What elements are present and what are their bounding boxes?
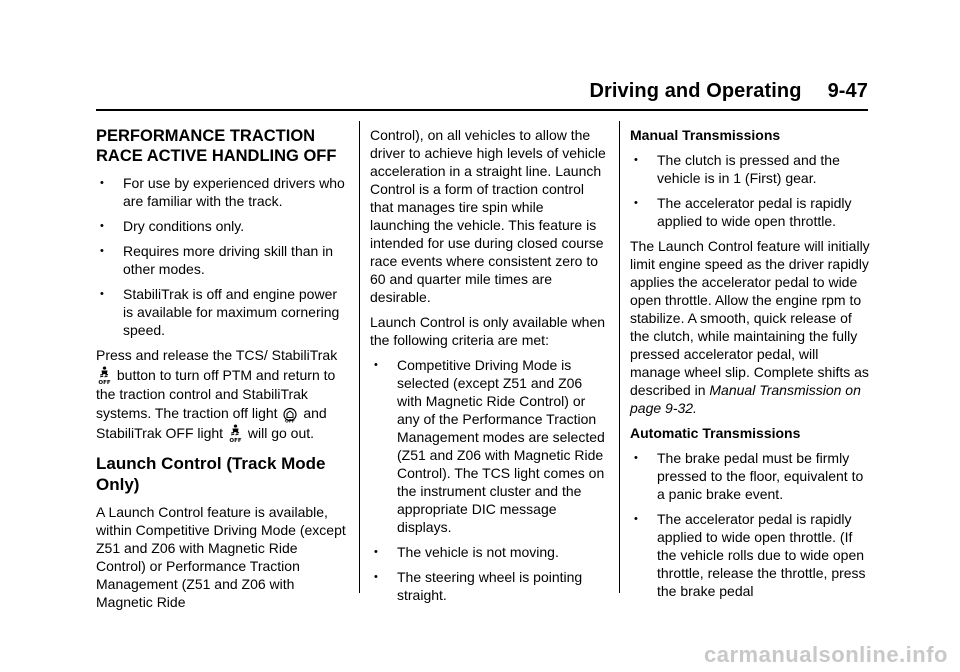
- list-item: • For use by experienced drivers who are familiar with the track.: [96, 174, 350, 210]
- launch-behavior-paragraph: [630, 237, 870, 417]
- list-item: • The steering wheel is pointing straight.: [370, 568, 606, 604]
- list-item: • The brake pedal must be firmly pressed to the floor, equivalent to a panic brake event.: [630, 449, 870, 503]
- list-item: • Dry conditions only.: [96, 217, 350, 235]
- list-item: • The vehicle is not moving.: [370, 543, 606, 561]
- traction-off-icon: [283, 407, 297, 423]
- launch-control-heading: Launch Control (Track Mode Only): [96, 454, 326, 494]
- criteria-intro: Launch Control is only available when the following criteria are met:: [370, 314, 606, 348]
- automatic-list: [630, 449, 870, 600]
- criteria-list: [370, 356, 606, 604]
- list-item: • StabiliTrak is off and engine power is available for maximum cornering speed.: [96, 285, 350, 339]
- column-2: [370, 126, 606, 611]
- launch-behavior-text: The Launch Control feature will initially limit engine speed as the driver rapidly applies the accelerator pedal to wide open throttle. Allow the engine rpm to stabilize. A smooth, quick release of the clutch, while maintaining the fully pressed accelerator pedal, will manage wheel slip. Complete shifts as described in: [630, 238, 870, 398]
- launch-control-paragraph: A Launch Control feature is available, within Competitive Driving Mode (except Z51 and Z06 with Magnetic Ride Control) or Performance Traction Management (Z51 and Z06 with Magnetic Ride: [96, 504, 346, 610]
- tcs-text-d: will go out.: [247, 425, 315, 441]
- manual-transmissions-label: Manual Transmissions: [630, 127, 781, 143]
- tcs-text-c: and StabiliTrak OFF light: [96, 405, 327, 441]
- watermark: carmanualsonline.info: [704, 642, 948, 667]
- section-title: Driving and Operating: [589, 80, 802, 102]
- column-divider-2: [619, 121, 620, 593]
- column-1: [96, 126, 350, 618]
- tcs-paragraph: [96, 346, 350, 443]
- tcs-text-b: button to turn off PTM and return to the traction control and StabiliTrak systems. The traction off light: [96, 367, 336, 421]
- bullet-list-1: [96, 174, 350, 339]
- section-heading: PERFORMANCE TRACTION RACE ACTIVE HANDLING OFF: [96, 127, 337, 165]
- list-item: • The accelerator pedal is rapidly applied to wide open throttle.: [630, 194, 870, 230]
- stabilitrak-off-icon: [229, 423, 242, 443]
- svg-text:OFF: OFF: [98, 380, 111, 385]
- column-3: [630, 126, 870, 607]
- list-item: • The accelerator pedal is rapidly applied to wide open throttle. (If the vehicle rolls due to wide open throttle, release the throttle, press the brake pedal: [630, 510, 870, 600]
- svg-text:OFF: OFF: [285, 419, 296, 423]
- list-item: • Competitive Driving Mode is selected (except Z51 and Z06 with Magnetic Ride Control) or any of the Performance Traction Management modes are selected (Z51 and Z06 with Magnetic Ride Control). The TCS light comes on the instrument cluster and the appropriate DIC message displays.: [370, 356, 606, 536]
- stabilitrak-off-icon: [98, 365, 111, 385]
- svg-text:OFF: OFF: [229, 438, 242, 443]
- page-header: [589, 80, 868, 103]
- tcs-text-a: Press and release the TCS/ StabiliTrak: [96, 347, 338, 363]
- launch-control-description: Control), on all vehicles to allow the driver to achieve high levels of vehicle acceleration in a straight line. Launch Control is a form of traction control that manages tire spin while launching the vehicle. This feature is intended for use during closed course race events where consistent zero to 60 and quarter mile times are desirable.: [370, 127, 606, 305]
- page-number: 9-47: [827, 80, 868, 102]
- list-item: • Requires more driving skill than in other modes.: [96, 242, 350, 278]
- manual-transmission-reference: Manual Transmission on page 9-32.: [630, 382, 861, 416]
- header-rule: [96, 109, 868, 111]
- column-divider-1: [359, 121, 360, 593]
- manual-list: [630, 151, 870, 230]
- automatic-transmissions-label: Automatic Transmissions: [630, 425, 801, 441]
- list-item: • The clutch is pressed and the vehicle is in 1 (First) gear.: [630, 151, 870, 187]
